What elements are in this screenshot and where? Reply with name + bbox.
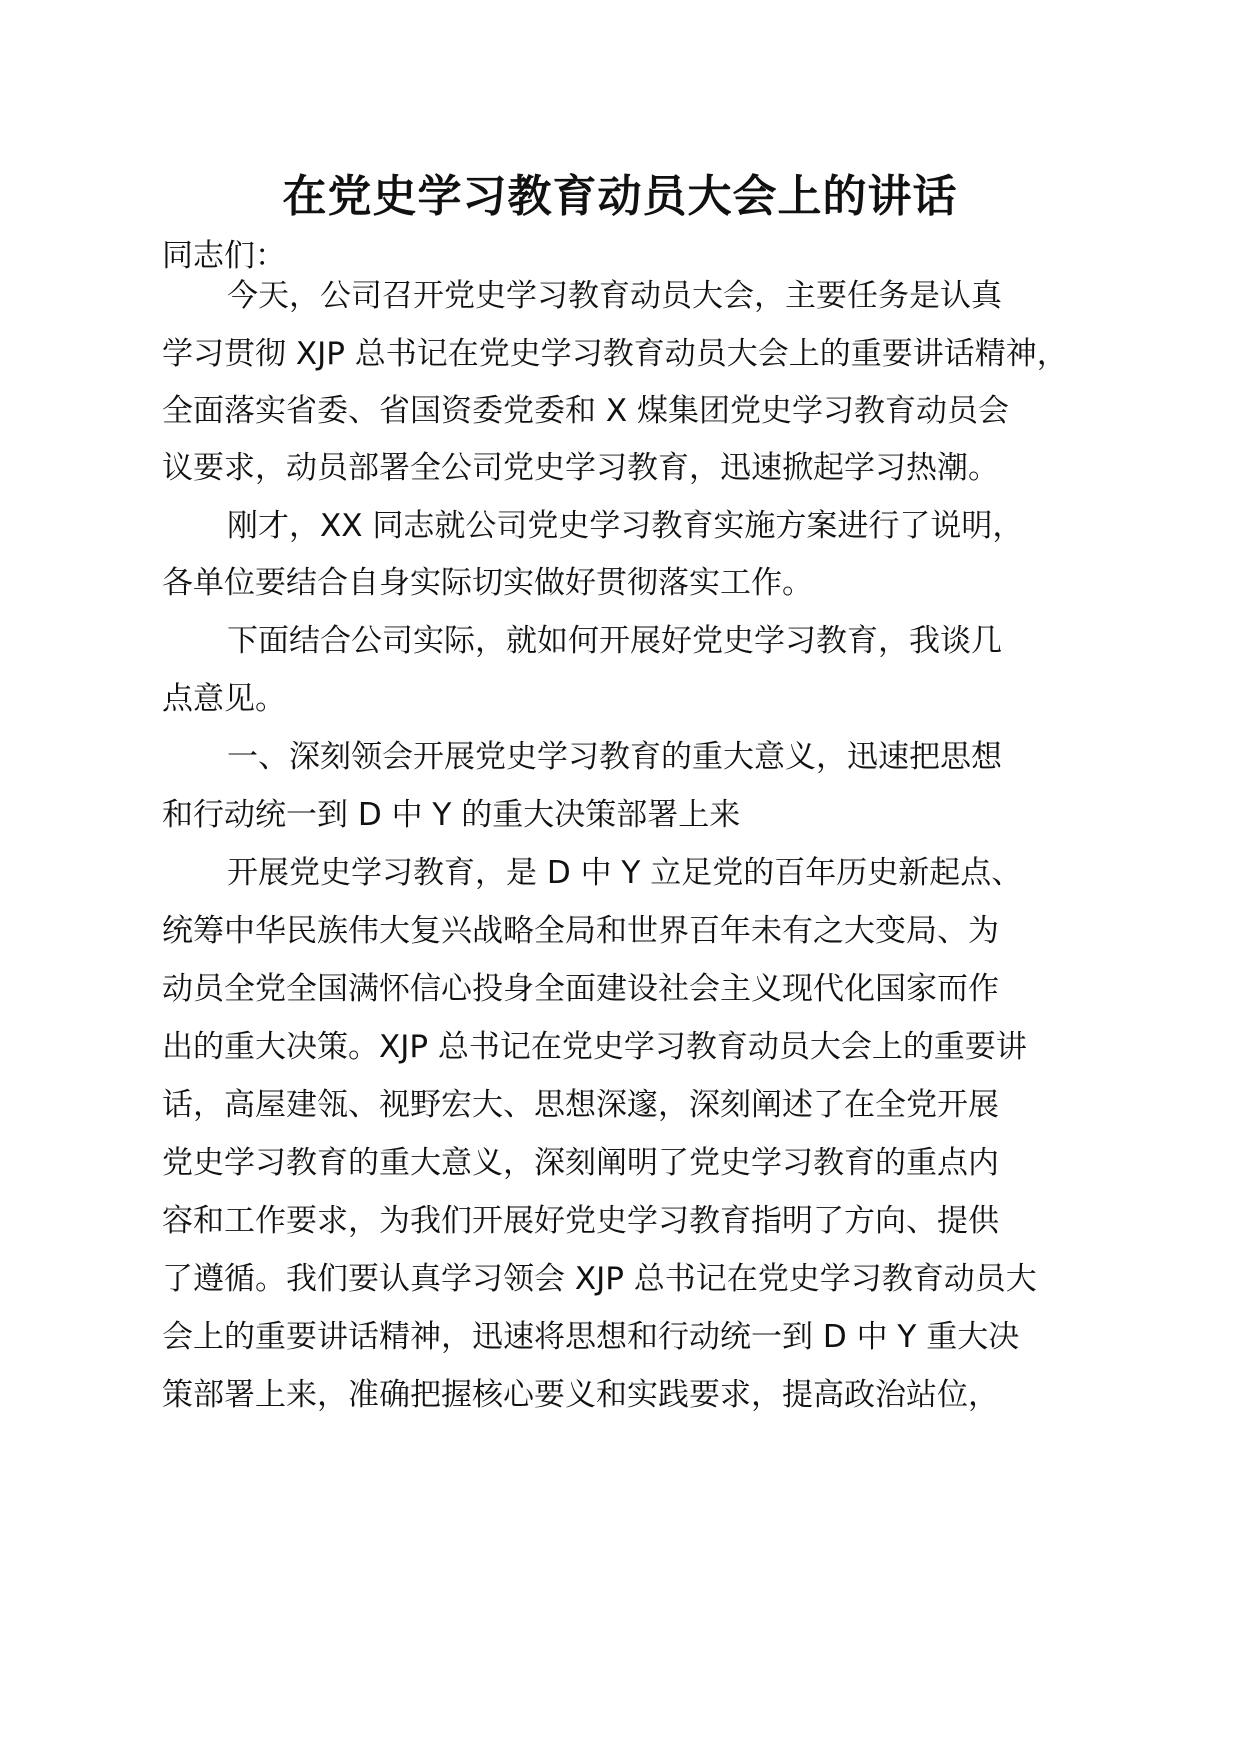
- body-line: 策部署上来，准确把握核心要义和实践要求，提高政治站位，: [162, 1377, 999, 1413]
- body-line: 议要求，动员部署全公司党史学习教育，迅速掀起学习热潮。: [162, 450, 999, 486]
- body-line: 动员全党全国满怀信心投身全面建设社会主义现代化国家而作: [162, 971, 999, 1007]
- body-line: 各单位要结合自身实际切实做好贯彻落实工作。: [162, 565, 813, 601]
- body-line: 学习贯彻 XJP 总书记在党史学习教育动员大会上的重要讲话精神，: [162, 336, 1068, 372]
- body-line: 点意见。: [162, 681, 286, 717]
- section-heading-line: 和行动统一到 D 中 Y 的重大决策部署上来: [162, 797, 741, 833]
- body-line: 了遵循。我们要认真学习领会 XJP 总书记在党史学习教育动员大: [162, 1261, 1037, 1297]
- salutation: 同志们：: [162, 238, 286, 274]
- body-line: 出的重大决策。XJP 总书记在党史学习教育动员大会上的重要讲: [162, 1029, 1027, 1065]
- body-line: 话，高屋建瓴、视野宏大、思想深邃，深刻阐述了在全党开展: [162, 1087, 999, 1123]
- body-line: 党史学习教育的重大意义，深刻阐明了党史学习教育的重点内: [162, 1145, 999, 1181]
- body-line: 会上的重要讲话精神，迅速将思想和行动统一到 D 中 Y 重大决: [162, 1319, 1020, 1355]
- body-line: 下面结合公司实际，就如何开展好党史学习教育，我谈几: [227, 623, 1002, 659]
- body-line: 容和工作要求，为我们开展好党史学习教育指明了方向、提供: [162, 1203, 999, 1239]
- body-line: 今天，公司召开党史学习教育动员大会，主要任务是认真: [227, 278, 1002, 314]
- document-title: 在党史学习教育动员大会上的讲话: [282, 171, 958, 222]
- body-line: 统筹中华民族伟大复兴战略全局和世界百年未有之大变局、为: [162, 913, 999, 949]
- body-line: 开展党史学习教育，是 D 中 Y 立足党的百年历史新起点、: [227, 855, 1023, 891]
- body-line: 刚才，XX 同志就公司党史学习教育实施方案进行了说明，: [227, 508, 1024, 544]
- body-line: 全面落实省委、省国资委党委和 X 煤集团党史学习教育动员会: [162, 393, 1009, 429]
- section-heading-line: 一、深刻领会开展党史学习教育的重大意义，迅速把思想: [227, 739, 1002, 775]
